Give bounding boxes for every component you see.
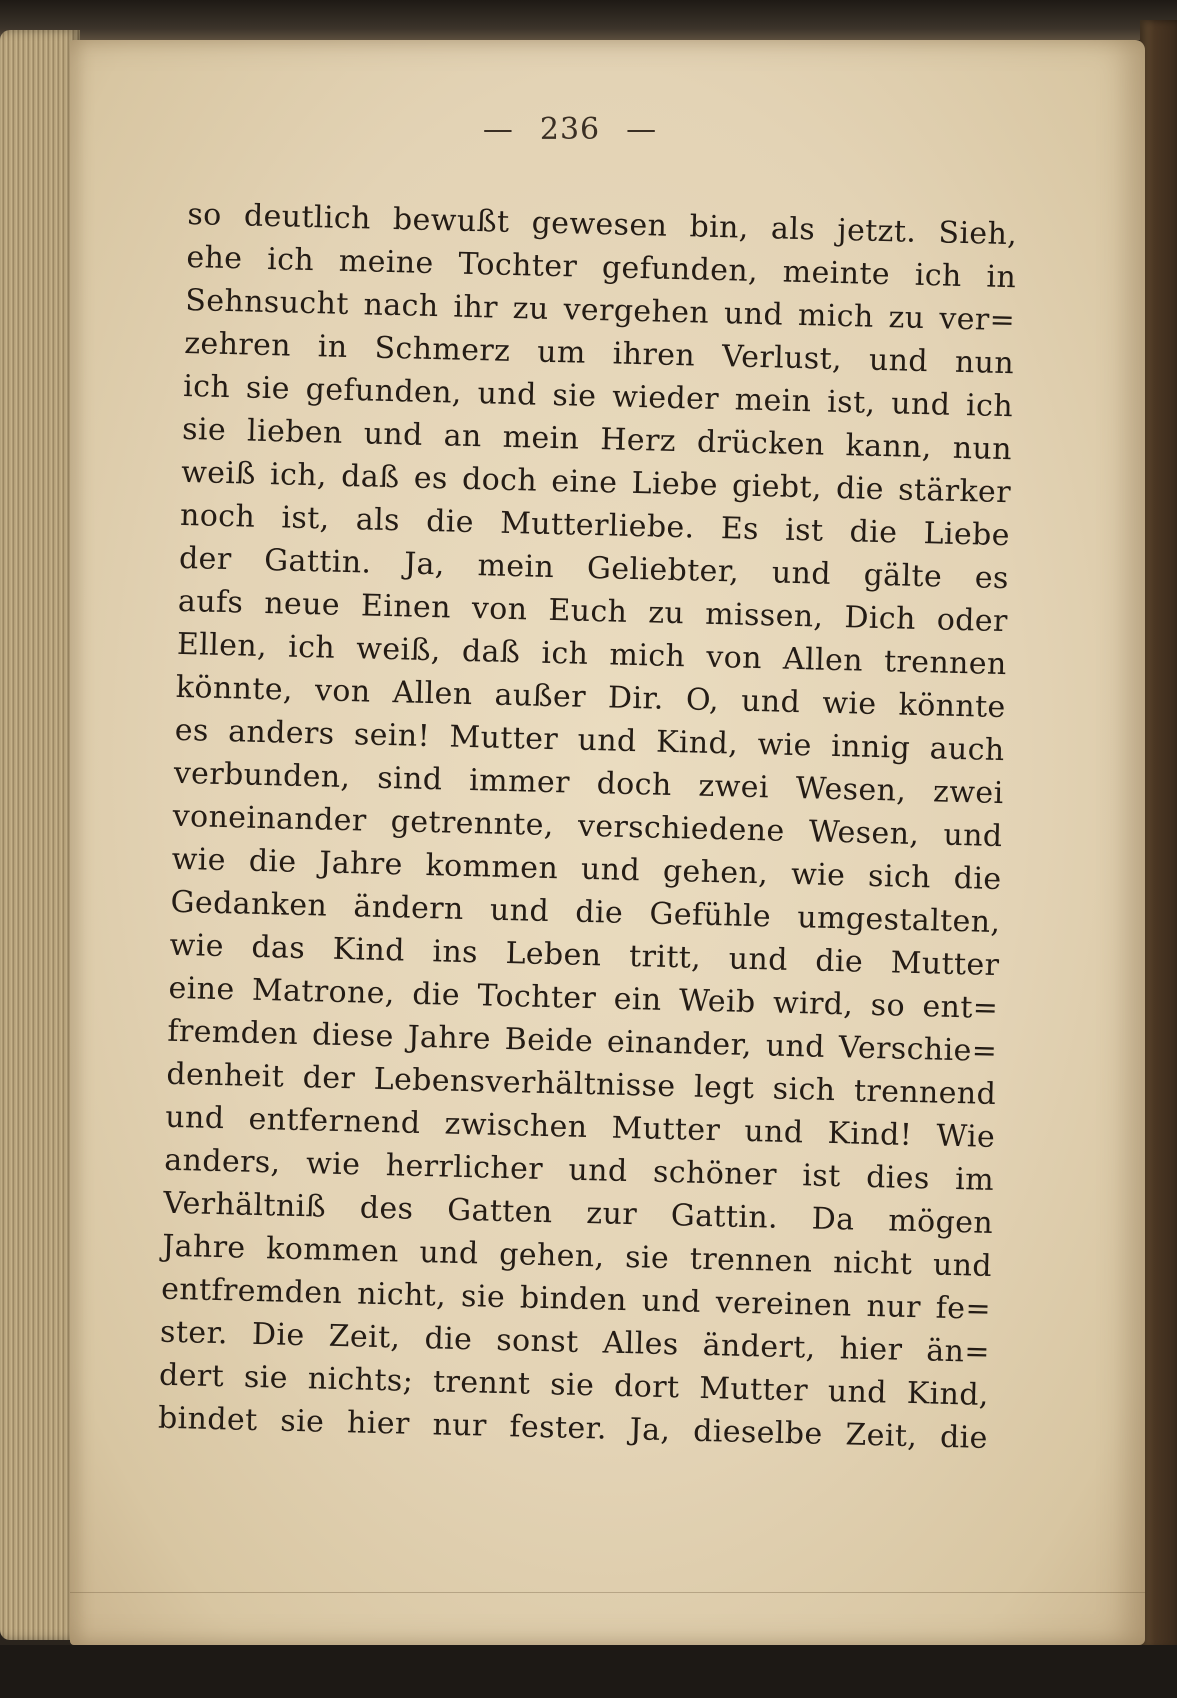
text-line: und entfernend zwischen Mutter und Kind! Wie	[164, 1099, 996, 1155]
text-line: Ellen, ich weiß, daß ich mich von Allen trennen	[176, 626, 1008, 683]
text-line: aufs neue Einen von Euch zu missen, Dich oder	[177, 583, 1009, 640]
text-line: dert sie nichts; trennt sie dort Mutter und Kind,	[158, 1357, 990, 1413]
book-spine	[1140, 20, 1177, 1650]
body-text	[158, 193, 1018, 1460]
text-line: ehe ich meine Tochter gefunden, meinte ich in	[185, 239, 1017, 296]
text-line: denheit der Lebensverhältnisse legt sich trennend	[166, 1056, 997, 1113]
text-line: zehren in Schmerz um ihren Verlust, und nun	[183, 325, 1015, 382]
text-line: ich sie gefunden, und sie wieder mein ist, und ich	[182, 368, 1014, 425]
binding-bottom	[0, 1645, 1177, 1698]
text-line: Gedanken ändern und die Gefühle umgestalten,	[170, 884, 1001, 941]
header-dash-left: —	[482, 112, 514, 147]
text-line: noch ist, als die Mutterliebe. Es ist die Liebe	[179, 497, 1011, 554]
text-line: anders, wie herrlicher und schöner ist dies im	[163, 1142, 995, 1198]
text-line: bindet sie hier nur fester. Ja, dieselbe Zeit, die	[157, 1400, 989, 1456]
text-line: verbunden, sind immer doch zwei Wesen, zwei	[173, 755, 1004, 812]
text-line: es anders sein! Mutter und Kind, wie innig auch	[174, 712, 1006, 769]
page-number: 236	[539, 112, 601, 147]
text-line: sie lieben und an mein Herz drücken kann, nun	[181, 411, 1013, 468]
text-line: könnte, von Allen außer Dir. O, und wie könnte	[175, 669, 1007, 726]
binding-top	[0, 0, 1177, 40]
text-line: eine Matrone, die Tochter ein Weib wird, so ent=	[168, 970, 999, 1027]
page-number-header	[70, 112, 1070, 147]
text-line: entfremden nicht, sie binden und vereinen nur fe=	[160, 1271, 992, 1327]
text-line: Sehnsucht nach ihr zu vergehen und mich zu ver=	[184, 282, 1016, 339]
text-line: wie die Jahre kommen und gehen, wie sich die	[171, 841, 1002, 898]
text-line: Verhältniß des Gatten zur Gattin. Da mögen	[162, 1185, 994, 1241]
book-page	[70, 40, 1145, 1645]
text-line: wie das Kind ins Leben tritt, und die Mutter	[169, 927, 1000, 984]
header-dash-right: —	[626, 112, 658, 147]
page-bottom-fold	[70, 1592, 1145, 1593]
text-line: so deutlich bewußt gewesen bin, als jetzt. Sieh,	[187, 196, 1018, 253]
page-edges	[0, 30, 80, 1640]
text-line: fremden diese Jahre Beide einander, und Verschie=	[167, 1013, 998, 1070]
text-line: weiß ich, daß es doch eine Liebe giebt, die stärker	[180, 454, 1012, 511]
text-line: voneinander getrennte, verschiedene Wesen, und	[172, 798, 1003, 855]
text-line: Jahre kommen und gehen, sie trennen nicht und	[161, 1228, 993, 1284]
text-line: der Gattin. Ja, mein Geliebter, und gälte es	[178, 540, 1010, 597]
text-line: ster. Die Zeit, die sonst Alles ändert, hier än=	[159, 1314, 991, 1370]
